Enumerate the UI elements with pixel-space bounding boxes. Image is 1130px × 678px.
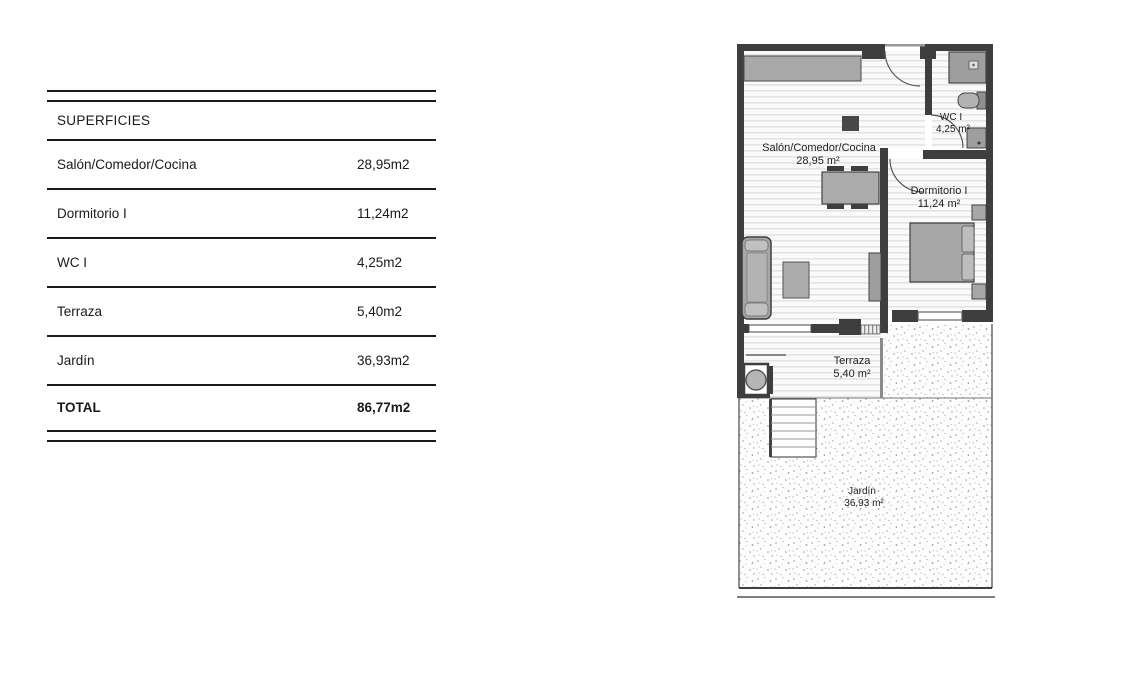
dining-chair <box>827 204 844 209</box>
sofa-armrest <box>745 303 768 316</box>
row-value: 11,24m2 <box>357 206 409 221</box>
wall-top-left <box>737 44 868 51</box>
row-value: 36,93m2 <box>357 353 410 368</box>
row-label: WC I <box>57 255 87 270</box>
toilet-bowl <box>958 93 979 108</box>
wall-entry-pier <box>862 44 885 59</box>
bedroom-label: Dormitorio I <box>910 185 968 197</box>
row-label: Dormitorio I <box>57 206 127 221</box>
terrace-sliding-door <box>861 325 880 334</box>
dining-chair <box>851 204 868 209</box>
row-value: 5,40m2 <box>357 304 403 319</box>
entry-nook-floor <box>880 51 925 148</box>
coffee-table <box>783 262 809 298</box>
bedroom-window <box>918 312 962 320</box>
dining-chair <box>851 166 868 171</box>
row-value: 28,95m2 <box>357 157 410 172</box>
terrace-label: Terraza <box>833 355 871 367</box>
wall-top-right <box>925 44 993 51</box>
wc-area: 4,25 m² <box>936 124 970 135</box>
wall-wc-left <box>925 51 932 115</box>
sofa-armrest <box>745 240 768 251</box>
terrace-shelf <box>746 354 786 356</box>
terrace-area: 5,40 m² <box>833 368 871 380</box>
living-room-window <box>749 325 811 332</box>
row-label: Terraza <box>57 304 103 319</box>
wall-salon-bottom-pier <box>839 319 861 335</box>
total-label: TOTAL <box>57 400 101 415</box>
stairs <box>769 399 816 457</box>
sofa-seat <box>747 253 767 302</box>
dining-table <box>822 172 879 204</box>
kitchen-island-block <box>842 116 859 131</box>
wall-salon-bottom-mid <box>811 324 839 333</box>
row-label: Jardín <box>57 353 95 368</box>
wc-label: WC I <box>939 112 963 123</box>
garden-label: Jardín <box>848 486 876 497</box>
living-room-label: Salón/Comedor/Cocina <box>762 142 876 154</box>
tv-sideboard <box>869 253 881 301</box>
wall-left <box>737 44 744 398</box>
washing-machine-drum <box>746 370 766 390</box>
nightstand <box>972 284 986 299</box>
table-title: SUPERFICIES <box>47 102 436 141</box>
terrace-garden-edge <box>880 338 883 398</box>
garden-area: 36,93 m² <box>844 498 884 509</box>
wall-salon-bottom-left <box>737 324 749 333</box>
shower <box>949 52 986 83</box>
wall-bedroom-bottom-left <box>892 310 918 322</box>
wall-divider <box>880 148 888 333</box>
entrance-threshold <box>885 44 925 47</box>
garden-upper <box>884 324 992 398</box>
bedroom-area: 11,24 m² <box>917 198 961 210</box>
pillow <box>962 226 974 252</box>
shower-drain-dot <box>972 64 974 66</box>
pillow <box>962 254 974 280</box>
terrace-partition <box>768 366 773 394</box>
kitchen-counter <box>744 56 861 81</box>
row-label: Salón/Comedor/Cocina <box>57 157 197 172</box>
living-room-area: 28,95 m² <box>796 155 840 167</box>
total-value: 86,77m2 <box>357 400 411 415</box>
nightstand <box>972 205 986 220</box>
row-value: 4,25m2 <box>357 255 403 270</box>
wall-right <box>986 44 993 322</box>
sink-drain <box>978 142 981 145</box>
wall-bedroom-top <box>923 150 993 159</box>
wall-bedroom-bottom-right <box>962 310 993 322</box>
